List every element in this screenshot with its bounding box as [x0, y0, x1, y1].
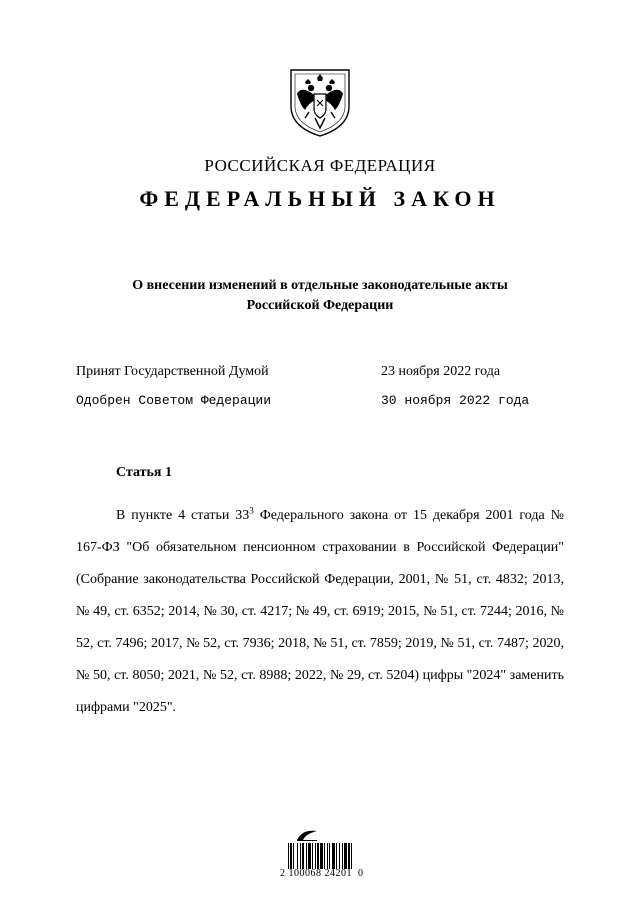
coat-of-arms-icon	[287, 66, 353, 138]
adoption-date: 30 ноября 2022 года	[381, 393, 530, 408]
law-subject	[90, 276, 550, 316]
publisher-logo-icon	[295, 828, 319, 842]
article-text-rest: Федерального закона от 15 декабря 2001 года № 167-ФЗ "Об обязательном пенсионном страховании в Российской Федерации" (Собрание законодательства Российской Федерации, 2001, № 51, ст. 4832; 2013, № 49, ст. 6352; 2014, № 30, ст. 4217; № 49, ст. 6919; 2015, № 51, ст. 7244; 2016, № 52, ст. 7496; 2017, № 52, ст. 7936; 2018, № 51, ст. 7859; 2019, № 51, ст. 7487; 2020, № 50, ст. 8050; 2021, № 52, ст. 8988; 2022, № 29, ст. 5204) цифры "2024" заменить цифрами "2025".	[76, 508, 565, 715]
article-superscript: 3	[249, 505, 254, 516]
article-body	[76, 500, 564, 724]
article-text-start: В пункте 4 статьи 33	[116, 508, 250, 523]
adoption-date: 23 ноября 2022 года	[381, 364, 501, 379]
country-name: РОССИЙСКАЯ ФЕДЕРАЦИЯ	[204, 156, 436, 175]
barcode-digits: 2 100068 24201 0	[280, 868, 364, 879]
adoption-label: Принят Государственной Думой	[76, 364, 269, 379]
document-type-title: ФЕДЕРАЛЬНЫЙ ЗАКОН	[139, 186, 501, 211]
adoption-label: Одобрен Советом Федерации	[76, 393, 272, 408]
law-subject-line-2: Российской Федерации	[246, 298, 394, 313]
barcode	[288, 843, 376, 869]
article-heading: Статья 1	[116, 465, 172, 480]
law-subject-line-1: О внесении изменений в отдельные законодательные акты	[132, 278, 508, 293]
